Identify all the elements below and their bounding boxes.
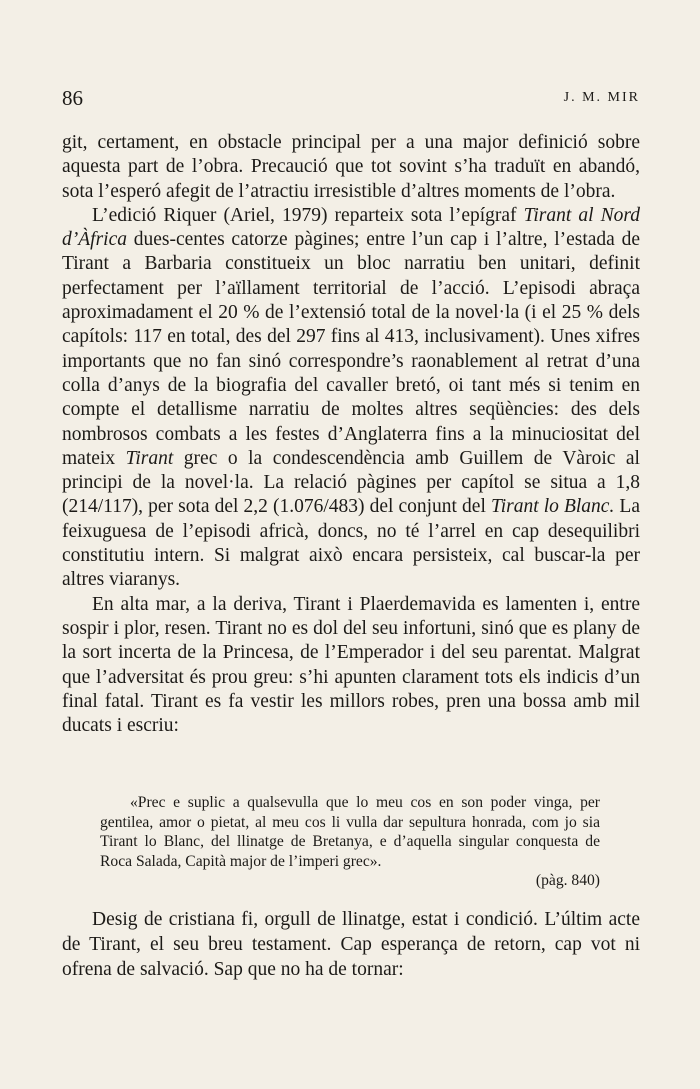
closing-text	[62, 907, 640, 982]
paragraph-closing: Desig de cristiana fi, orgull de llinatge, estat i condició. L’últim acte de Tirant, el seu breu testament. Cap esperança de retorn, cap vot ni ofrena de salvació. Sap que no ha de tornar:	[62, 909, 640, 980]
quote-text: «Prec e suplic a qualsevulla que lo meu cos en son poder vinga, per gentilea, amor o pietat, al meu cos li vulla dar sepultura honrada, com jo sia Tirant lo Blanc, del llinatge de Bretanya, e d’aquella singular conquesta de Roca Salada, Capità major de l’imperi grec».	[100, 794, 600, 870]
running-head	[62, 86, 640, 110]
main-text	[62, 131, 640, 738]
quote-reference: (pàg. 840)	[535, 872, 600, 890]
running-head-author: J. M. MIR	[563, 90, 640, 105]
paragraph-continued: git, certament, en obstacle principal per a una major definició sobre aquesta part de l’obra. Precaució que tot sovint s’ha traduït en abandó, sota l’esperó afegit de l’atractiu irresistible d’altres moments de l’obra.	[62, 132, 640, 202]
paragraph-alta-mar: En alta mar, a la deriva, Tirant i Plaerdemavida es lamenten i, entre sospir i plor, resen. Tirant no es dol del seu infortuni, sinó que es plany de la sort incerta de la Princesa, de l’Emperador i del seu parentat. Malgrat que l’adversitat és prou greu: s’hi apunten clarament tots els indicis d’un final fatal. Tirant es fa vestir les millors robes, pren una bossa amb mil ducats i escriu:	[62, 593, 640, 737]
block-quote	[100, 793, 600, 891]
italic-title-tirant-lo-blanc: Tirant lo Blanc.	[490, 496, 615, 518]
paragraph-riquer-edition: L’edició Riquer (Ariel, 1979) reparteix sota l’epígraf Tirant al Nord d’Àfrica dues-centes catorze pàgines; entre l’un cap i l’altre, l’estada de Tirant a Barbaria constitueix un bloc narratiu ben unitari, definit perfectament per l’aïllament territorial de l’acció. L’episodi abraça aproximadament el 20 % de l’extensió total de la novel·la (i el 25 % dels capítols: 117 en total, des del 297 fins al 413, inclusivament). Unes xifres importants que no fan sinó correspondre’s raonablement al retrat d’una colla d’anys de la biografia del cavaller bretó, oi tant més si tenim en compte el detallisme narratiu de moltes altres seqüències: des dels nombrosos combats a les festes d’Anglaterra fins a la minuciositat del mateix Tirant grec o la condescendència amb Guillem de Vàroic al principi de la novel·la. La relació pàgines per capítol se situa a 1,8 (214/117), per sota del 2,2 (1.076/483) del conjunt del Tirant lo Blanc. La feixuguesa de l’episodi africà, doncs, no té l’arrel en cap desequilibri constitutiu intern. Si malgrat això encara persisteix, cal buscar-la per altres viaranys.	[62, 204, 641, 591]
italic-title-tirant: Tirant	[125, 447, 174, 469]
page-number: 86	[62, 86, 83, 110]
italic-title-tirant-nord-africa: Tirant al Nord d’Àfrica	[62, 204, 641, 251]
